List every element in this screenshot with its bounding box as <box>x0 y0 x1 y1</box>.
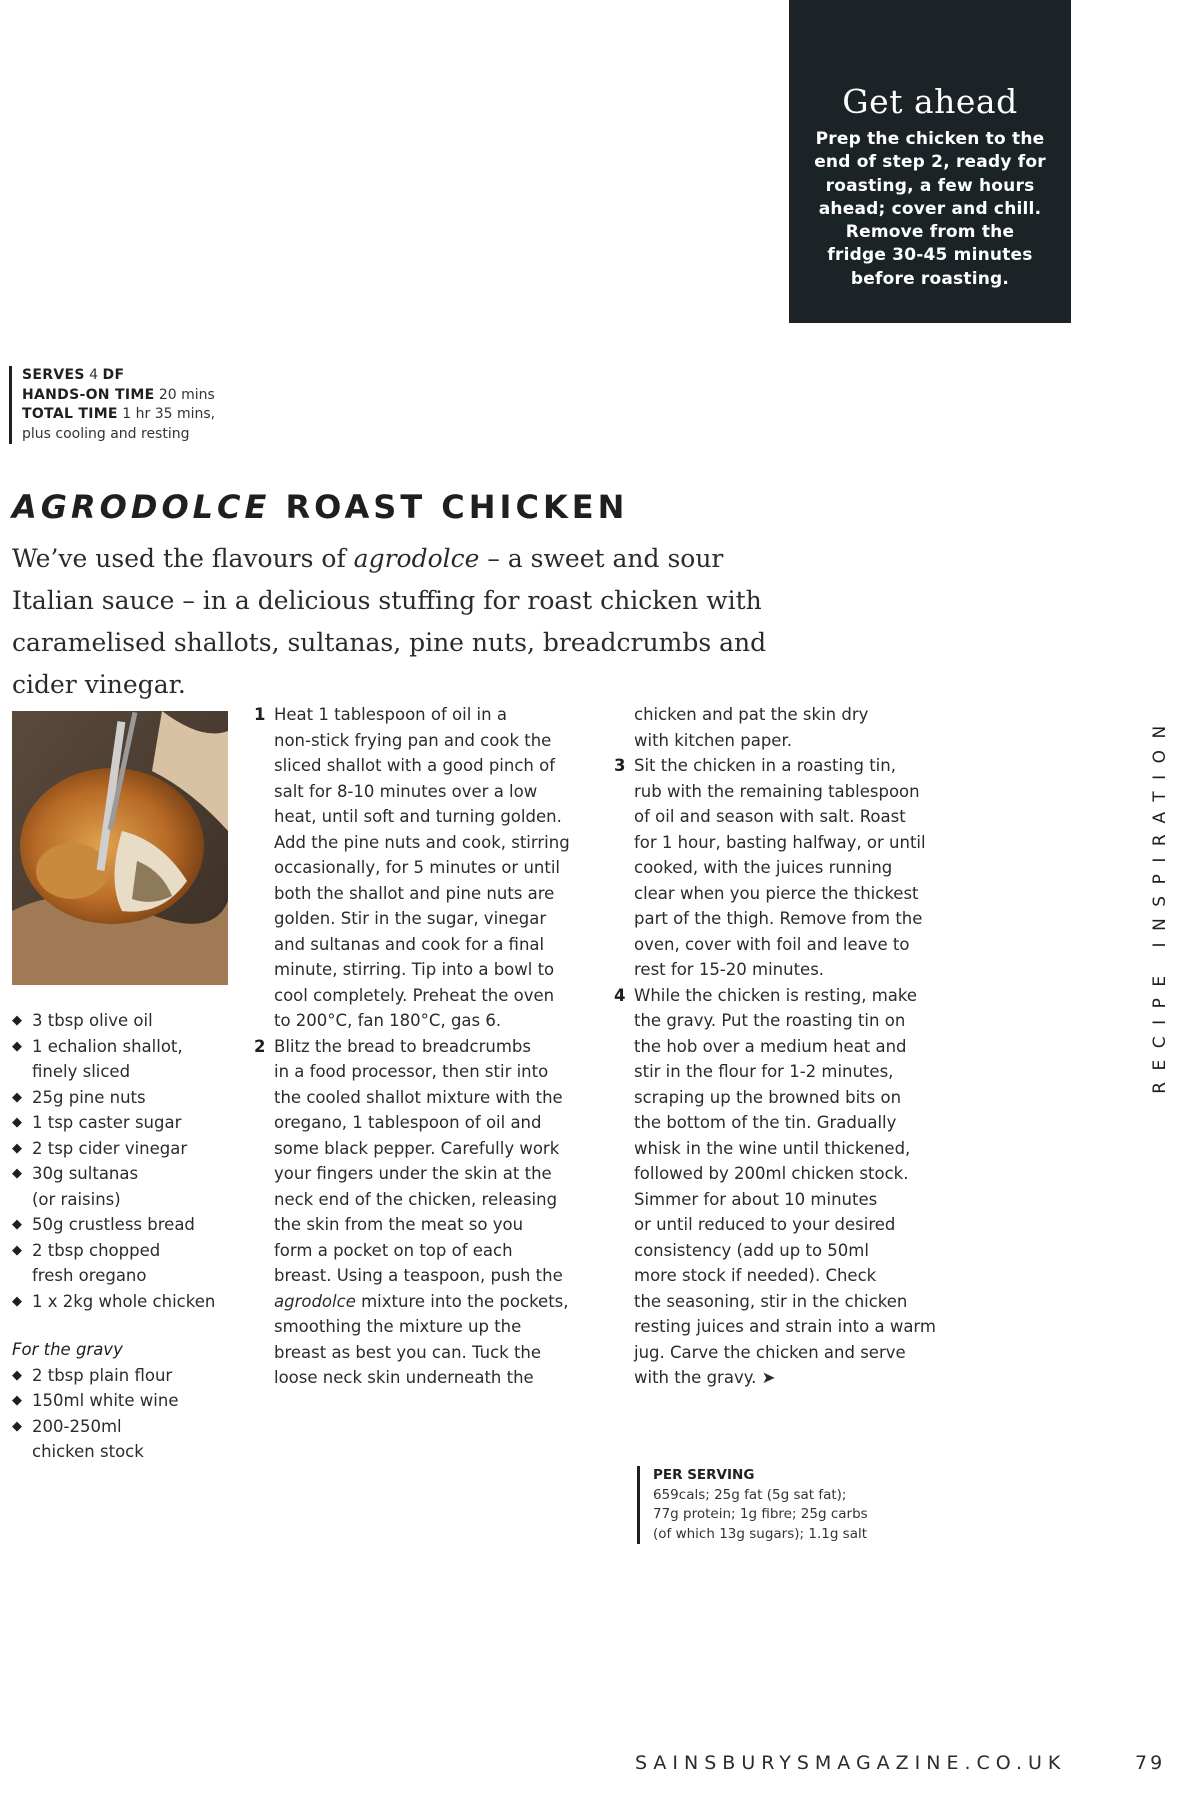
method-text: to 200°C, fan 180°C, gas 6. <box>274 1011 502 1030</box>
method-text: whisk in the wine until thickened, <box>634 1138 911 1158</box>
method-text: more stock if needed). Check <box>634 1266 877 1285</box>
method-text: consistency (add up to 50ml <box>634 1240 869 1260</box>
gravy-ingredient-item: ◆ 150ml white wine <box>12 1388 238 1414</box>
ingredient-item: ◆ 2 tsp cider vinegar <box>12 1136 238 1162</box>
method-line <box>634 1110 936 1136</box>
method-line <box>634 702 936 728</box>
dairy-free-badge: DF <box>102 367 125 383</box>
method-text: neck end of the chicken, releasing <box>274 1189 558 1209</box>
method-line <box>274 1136 570 1162</box>
method-line <box>274 1008 570 1034</box>
serves-label: SERVES <box>22 367 85 383</box>
method-text: While the chicken is resting, make <box>634 985 918 1005</box>
get-ahead-box <box>789 0 1071 323</box>
method-text: sliced shallot with a good pinch of <box>274 756 556 775</box>
method-line <box>274 779 570 805</box>
ingredient-item: ◆ 2 tbsp chopped fresh oregano <box>12 1238 238 1289</box>
method-text: cooked, with the juices running <box>634 858 893 877</box>
method-text: occasionally, for 5 minutes or until <box>274 858 561 877</box>
method-line <box>274 881 570 907</box>
method-text: jug. Carve the chicken and serve <box>634 1342 906 1362</box>
method-text: both the shallot and pine nuts are <box>274 883 555 903</box>
step-number: 4 <box>614 985 626 1005</box>
method-text: the cooled shallot mixture with the <box>274 1087 563 1107</box>
method-text: the hob over a medium heat and <box>634 1036 907 1056</box>
ingredient-item: ◆ 25g pine nuts <box>12 1085 238 1111</box>
method-line <box>274 1161 570 1187</box>
recipe-intro <box>12 538 792 706</box>
handson-label: HANDS-ON TIME <box>22 386 155 403</box>
total-label: TOTAL TIME <box>22 406 118 422</box>
roast-chicken-photo <box>12 711 228 985</box>
recipe-title-rest: ROAST CHICKEN <box>270 488 629 526</box>
method-line <box>634 1136 936 1162</box>
method-text: clear when you pierce the thickest <box>634 883 919 903</box>
method-line <box>274 1110 570 1136</box>
method-text: Blitz the bread to breadcrumbs <box>274 1036 531 1056</box>
method-line <box>634 906 936 932</box>
nutrition-line: 77g protein; 1g fibre; 25g carbs <box>653 1506 868 1522</box>
method-line <box>274 1085 570 1111</box>
method-text: and sultanas and cook for a final <box>274 934 545 954</box>
method-line <box>634 957 936 983</box>
get-ahead-text: end of step 2, ready for <box>814 152 1046 173</box>
method-line <box>274 957 570 983</box>
method-line <box>274 1340 570 1366</box>
method-line <box>274 830 570 856</box>
total-note: plus cooling and resting <box>22 425 190 442</box>
method-line <box>274 906 570 932</box>
ingredients-list <box>12 1008 238 1465</box>
method-text: Simmer for about 10 minutes <box>634 1189 878 1209</box>
method-text: for 1 hour, basting halfway, or until <box>634 832 926 852</box>
section-label <box>1145 714 1175 1094</box>
method-text: with kitchen paper. <box>634 730 792 750</box>
method-line <box>274 728 570 754</box>
method-column-1 <box>254 702 570 1391</box>
method-text: loose neck skin underneath the <box>274 1368 534 1387</box>
intro-text: – a sweet and sour Italian sauce – in a delicious stuffing for roast chicken with caramelised shallots, sultanas, pine nuts, breadcrumbs and cider vinegar. <box>12 544 767 699</box>
ingredient-item: ◆ 3 tbsp olive oil <box>12 1008 238 1034</box>
method-line <box>634 1034 936 1060</box>
method-text: minute, stirring. Tip into a bowl to <box>274 960 555 979</box>
handson-row <box>22 386 215 406</box>
method-text: Heat 1 tablespoon of oil in a <box>274 705 507 724</box>
recipe-title <box>12 487 628 527</box>
method-line <box>634 1365 936 1391</box>
page-number: 79 <box>1135 1752 1166 1774</box>
step-number: 1 <box>254 705 266 724</box>
method-text: scraping up the browned bits on <box>634 1087 902 1107</box>
method-line <box>274 1238 570 1264</box>
method-text: breast. Using a teaspoon, push the <box>274 1266 563 1285</box>
method-line <box>274 1212 570 1238</box>
method-line <box>634 804 936 830</box>
ingredient-item: ◆ 1 x 2kg whole chicken <box>12 1289 238 1315</box>
method-line <box>634 779 936 805</box>
section-label-text: RECIPE INSPIRATION <box>1150 714 1170 1094</box>
handson-value: 20 mins <box>158 386 215 403</box>
ingredient-item: ◆ 50g crustless bread <box>12 1212 238 1238</box>
method-text: golden. Stir in the sugar, vinegar <box>274 909 547 928</box>
get-ahead-text: Prep the chicken to the <box>815 129 1045 149</box>
get-ahead-text: fridge 30-45 minutes <box>827 245 1033 266</box>
nutrition-line: (of which 13g sugars); 1.1g salt <box>653 1525 868 1542</box>
total-row <box>22 405 215 425</box>
method-text: cool completely. Preheat the oven <box>274 985 555 1005</box>
gravy-heading: For the gravy <box>12 1340 123 1359</box>
method-line <box>634 855 936 881</box>
method-text: non-stick frying pan and cook the <box>274 730 552 750</box>
method-line <box>274 983 570 1009</box>
ingredient-item: ◆ 1 tsp caster sugar <box>12 1110 238 1136</box>
method-step-start <box>254 1034 570 1060</box>
method-text: with the gravy. ➤ <box>634 1368 776 1387</box>
ingredient-item: ◆ 30g sultanas (or raisins) <box>12 1161 238 1212</box>
method-line <box>634 1289 936 1315</box>
method-text: the seasoning, stir in the chicken <box>634 1291 908 1311</box>
method-text: some black pepper. Carefully work <box>274 1138 560 1158</box>
method-step-start <box>614 753 936 779</box>
get-ahead-heading: Get ahead <box>842 82 1018 121</box>
method-text: breast as best you can. Tuck the <box>274 1342 542 1362</box>
method-line <box>634 1340 936 1366</box>
method-text: salt for 8-10 minutes over a low <box>274 781 538 801</box>
method-line <box>634 1008 936 1034</box>
method-text: resting juices and strain into a warm <box>634 1317 937 1336</box>
method-line <box>274 1289 570 1315</box>
method-line <box>274 1059 570 1085</box>
method-text: rest for 15-20 minutes. <box>634 960 825 979</box>
gravy-ingredient-item: ◆ 200-250ml chicken stock <box>12 1414 238 1465</box>
method-line <box>274 1365 570 1391</box>
method-line <box>634 1161 936 1187</box>
method-text: mixture into the pockets, <box>355 1291 569 1311</box>
method-text: the bottom of the tin. Gradually <box>634 1113 897 1132</box>
method-step-start <box>614 983 936 1009</box>
method-emphasis: agrodolce <box>274 1291 356 1311</box>
footer-website: SAINSBURYSMAGAZINE.CO.UK <box>635 1752 1067 1774</box>
method-line <box>274 1187 570 1213</box>
method-text: heat, until soft and turning golden. <box>274 807 562 826</box>
method-line <box>634 1059 936 1085</box>
get-ahead-text: before roasting. <box>850 268 1010 289</box>
method-text: form a pocket on top of each <box>274 1240 513 1260</box>
total-value: 1 hr 35 mins, <box>122 406 216 422</box>
method-line <box>274 855 570 881</box>
method-text: smoothing the mixture up the <box>274 1317 522 1336</box>
method-line <box>634 1085 936 1111</box>
roast-chicken-image <box>12 711 228 985</box>
method-line <box>634 1238 936 1264</box>
method-line <box>274 1314 570 1340</box>
gravy-ingredient-item: ◆ 2 tbsp plain flour <box>12 1363 238 1389</box>
method-step-start <box>254 702 570 728</box>
serves-value: 4 <box>89 367 99 383</box>
method-line <box>274 932 570 958</box>
method-text: oregano, 1 tablespoon of oil and <box>274 1113 542 1132</box>
intro-text: We’ve used the flavours of <box>12 544 354 573</box>
recipe-title-italic: AGRODOLCE <box>12 488 271 526</box>
method-text: stir in the flour for 1-2 minutes, <box>634 1062 894 1081</box>
method-line <box>634 1212 936 1238</box>
step-number: 2 <box>254 1036 266 1056</box>
method-text: your fingers under the skin at the <box>274 1164 552 1183</box>
method-text: Add the pine nuts and cook, stirring <box>274 832 570 852</box>
nutrition-heading: PER SERVING <box>653 1467 755 1483</box>
get-ahead-text: ahead; cover and chill. <box>818 198 1042 219</box>
method-column-2 <box>614 702 937 1391</box>
method-line <box>634 1187 936 1213</box>
serves-row <box>22 366 215 386</box>
method-text: or until reduced to your desired <box>634 1215 896 1234</box>
get-ahead-text: roasting, a few hours <box>825 175 1035 196</box>
method-text: oven, cover with foil and leave to <box>634 934 910 954</box>
nutrition-info <box>637 1466 868 1544</box>
method-line <box>274 753 570 779</box>
method-text: the skin from the meat so you <box>274 1215 524 1234</box>
ingredient-item: ◆ 1 echalion shallot, finely sliced <box>12 1034 238 1085</box>
method-line <box>634 932 936 958</box>
method-text: followed by 200ml chicken stock. <box>634 1164 909 1183</box>
method-line <box>634 830 936 856</box>
method-line <box>634 1263 936 1289</box>
method-text: rub with the remaining tablespoon <box>634 781 920 801</box>
step-number: 3 <box>614 756 626 775</box>
method-line <box>274 1263 570 1289</box>
method-text: Sit the chicken in a roasting tin, <box>634 756 896 775</box>
method-line <box>634 881 936 907</box>
method-text: in a food processor, then stir into <box>274 1062 549 1081</box>
method-text: the gravy. Put the roasting tin on <box>634 1011 906 1030</box>
method-line <box>274 804 570 830</box>
nutrition-line: 659cals; 25g fat (5g sat fat); <box>653 1486 847 1503</box>
method-line <box>634 728 936 754</box>
method-text: of oil and season with salt. Roast <box>634 807 906 826</box>
method-text: part of the thigh. Remove from the <box>634 909 923 928</box>
get-ahead-text: Remove from the <box>845 222 1015 243</box>
intro-emphasis: agrodolce <box>353 544 480 573</box>
method-text: chicken and pat the skin dry <box>634 705 869 724</box>
method-line <box>634 1314 936 1340</box>
recipe-meta <box>9 366 215 444</box>
